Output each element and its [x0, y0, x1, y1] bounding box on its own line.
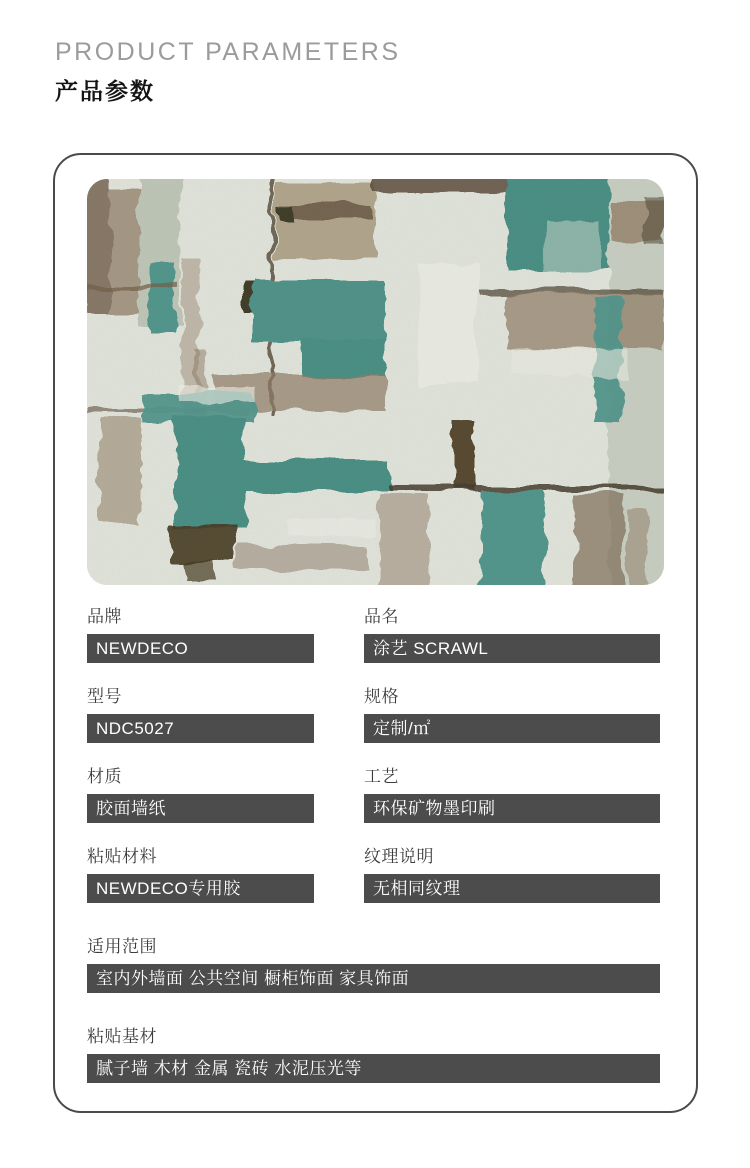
param-label: 粘贴材料	[87, 847, 157, 866]
param-value-bar: 定制/㎡	[364, 714, 660, 743]
param-field-adhesive	[87, 847, 314, 903]
param-value-bar: NEWDECO	[87, 634, 314, 663]
param-value-bar: 室内外墙面 公共空间 橱柜饰面 家具饰面	[87, 964, 660, 993]
page-title-en: PRODUCT PARAMETERS	[55, 38, 401, 66]
param-field-brand	[87, 607, 314, 663]
param-field-applicable-scope	[87, 937, 660, 993]
param-label: 适用范围	[87, 937, 157, 956]
param-label: 纹理说明	[364, 847, 434, 866]
page-header	[0, 0, 750, 103]
param-field-product-name	[364, 607, 660, 663]
param-value-bar: NEWDECO专用胶	[87, 874, 314, 903]
param-label: 工艺	[364, 767, 399, 786]
param-value-bar: 胶面墙纸	[87, 794, 314, 823]
page-title-zh: 产品参数	[55, 78, 155, 104]
param-field-substrate	[87, 1027, 660, 1083]
param-label: 型号	[87, 687, 122, 706]
param-label: 品名	[364, 607, 399, 626]
param-field-craft	[364, 767, 660, 823]
param-value-bar: 环保矿物墨印刷	[364, 794, 660, 823]
param-label: 材质	[87, 767, 122, 786]
param-label: 粘贴基材	[87, 1027, 157, 1046]
param-value-bar: NDC5027	[87, 714, 314, 743]
parameters-grid	[87, 607, 664, 1083]
param-field-model	[87, 687, 314, 743]
param-field-spec	[364, 687, 660, 743]
param-value-bar: 无相同纹理	[364, 874, 660, 903]
param-label: 规格	[364, 687, 399, 706]
param-value-bar: 涂艺 SCRAWL	[364, 634, 660, 663]
param-value-bar: 腻子墙 木材 金属 瓷砖 水泥压光等	[87, 1054, 660, 1083]
param-label: 品牌	[87, 607, 122, 626]
product-swatch-image	[87, 179, 664, 585]
product-parameters-card	[53, 153, 698, 1113]
param-field-texture-note	[364, 847, 660, 903]
param-field-material	[87, 767, 314, 823]
